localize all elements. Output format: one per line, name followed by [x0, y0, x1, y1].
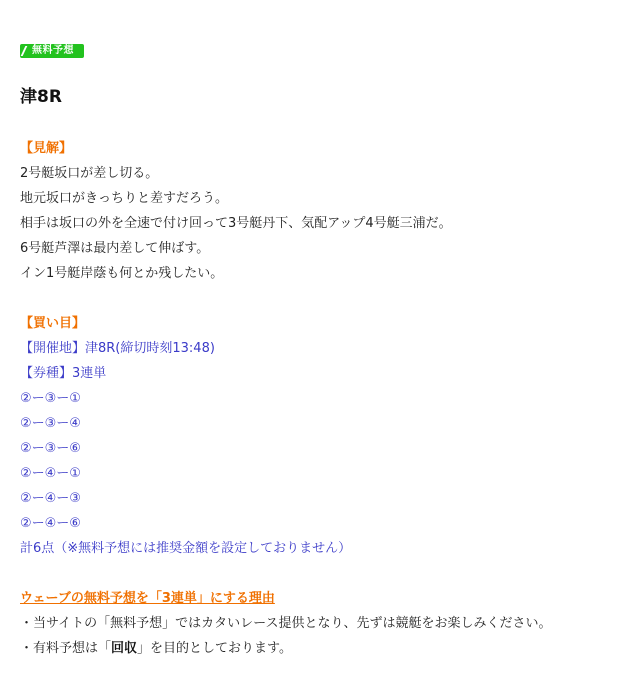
view-line: イン1号艇岸蔭も何とか残したい。 [20, 266, 224, 281]
spacer [20, 561, 620, 586]
bets-ticket-type: 【券種】3連単 [20, 366, 107, 381]
bet-combination: ②ー③ー① [20, 391, 81, 406]
article-body [20, 136, 620, 661]
bet-combination: ②ー④ー⑥ [20, 516, 81, 531]
reason-title: ウェーブの無料予想を「3連単」にする理由 [20, 591, 275, 606]
bets-heading: 【買い目】 [20, 316, 86, 331]
view-line: 2号艇坂口が差し切る。 [20, 166, 159, 181]
bet-combination: ②ー④ー① [20, 466, 81, 481]
reason-line-suffix: 」を目的としております。 [137, 641, 292, 656]
race-title: 津8R [20, 87, 62, 107]
view-heading: 【見解】 [20, 141, 73, 156]
view-line: 相手は坂口の外を全速で付け回って3号艇丹下、気配アップ4号艇三浦だ。 [20, 216, 452, 231]
reason-line: ・当サイトの「無料予想」ではカタいレース提供となり、先ずは競艇をお楽しみください。 [20, 616, 552, 631]
spacer [20, 286, 620, 311]
reason-line-prefix: ・有料予想は「 [20, 641, 112, 656]
view-line: 6号艇芦澤は最内差して伸ばす。 [20, 241, 210, 256]
bet-combination: ②ー③ー⑥ [20, 441, 81, 456]
bet-combination: ②ー④ー③ [20, 491, 81, 506]
reason-line [20, 636, 620, 661]
reason-heading [20, 586, 620, 611]
bet-combination: ②ー③ー④ [20, 416, 81, 431]
view-line: 地元坂口がきっちりと差すだろう。 [20, 191, 229, 206]
bets-total: 計6点（※無料予想には推奨金額を設定しておりません） [20, 541, 352, 556]
badge-label: 無料予想 [32, 45, 74, 56]
bets-venue: 【開催地】津8R(締切時刻13:48) [20, 341, 215, 356]
free-prediction-badge [20, 44, 84, 58]
reason-line-emphasis: 回収 [111, 641, 138, 656]
